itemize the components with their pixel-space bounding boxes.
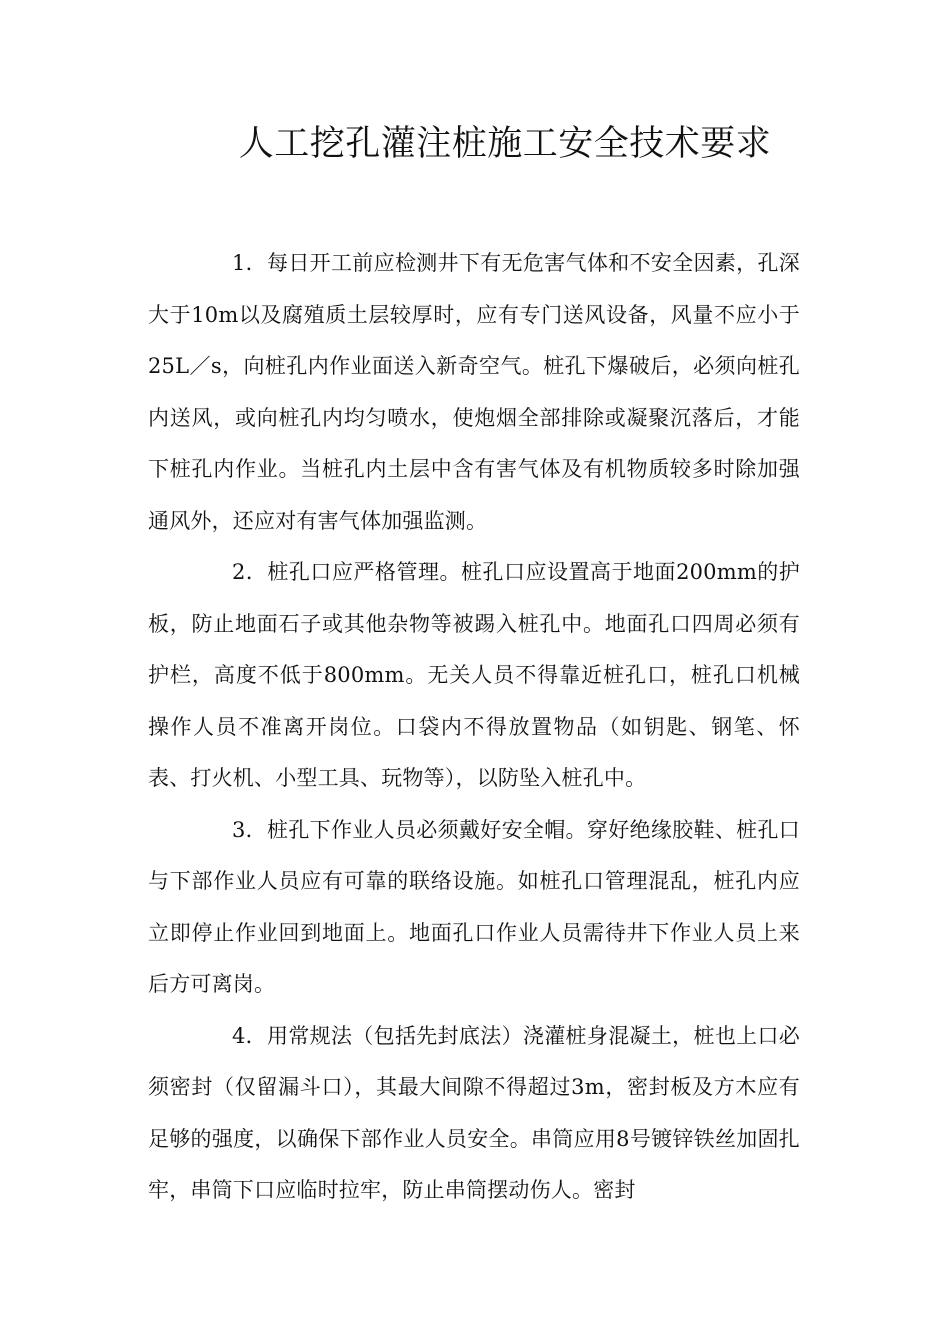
document-title: 人工挖孔灌注桩施工安全技术要求 — [238, 124, 772, 164]
paragraph-4: 4．用常规法（包括先封底法）浇灌桩身混凝土，桩也上口必须密封（仅留漏斗口），其最大间隙不得超过3m，密封板及方木应有足够的强度，以确保下部作业人员安全。串筒应用8号镀锌铁丝加固扎牢，串筒下口应临时拉牢，防止串筒摆动伤人。密封 — [148, 1023, 800, 1202]
document-body — [148, 238, 800, 1217]
paragraph-3: 3．桩孔下作业人员必须戴好安全帽。穿好绝缘胶鞋、桩孔口与下部作业人员应有可靠的联络设施。如桩孔口管理混乱，桩孔内应立即停止作业回到地面上。地面孔口作业人员需待井下作业人员上来后方可离岗。 — [148, 817, 800, 996]
paragraph-1: 1．每日开工前应检测井下有无危害气体和不安全因素，孔深大于10m以及腐殖质土层较厚时，应有专门送风设备，风量不应小于25L／s，向桩孔内作业面送入新奇空气。桩孔下爆破后，必须向桩孔内送风，或向桩孔内均匀喷水，使炮烟全部排除或凝聚沉落后，才能下桩孔内作业。当桩孔内土层中含有害气体及有机物质较多时除加强通风外，还应对有害气体加强监测。 — [148, 251, 800, 533]
paragraph-2: 2．桩孔口应严格管理。桩孔口应设置高于地面200mm的护板，防止地面石子或其他杂物等被踢入桩孔中。地面孔口四周必须有护栏，高度不低于800mm。无关人员不得靠近桩孔口，桩孔口机械操作人员不准离开岗位。口袋内不得放置物品（如钥匙、钢笔、怀表、打火机、小型工具、玩物等），以防坠入桩孔中。 — [148, 560, 800, 790]
